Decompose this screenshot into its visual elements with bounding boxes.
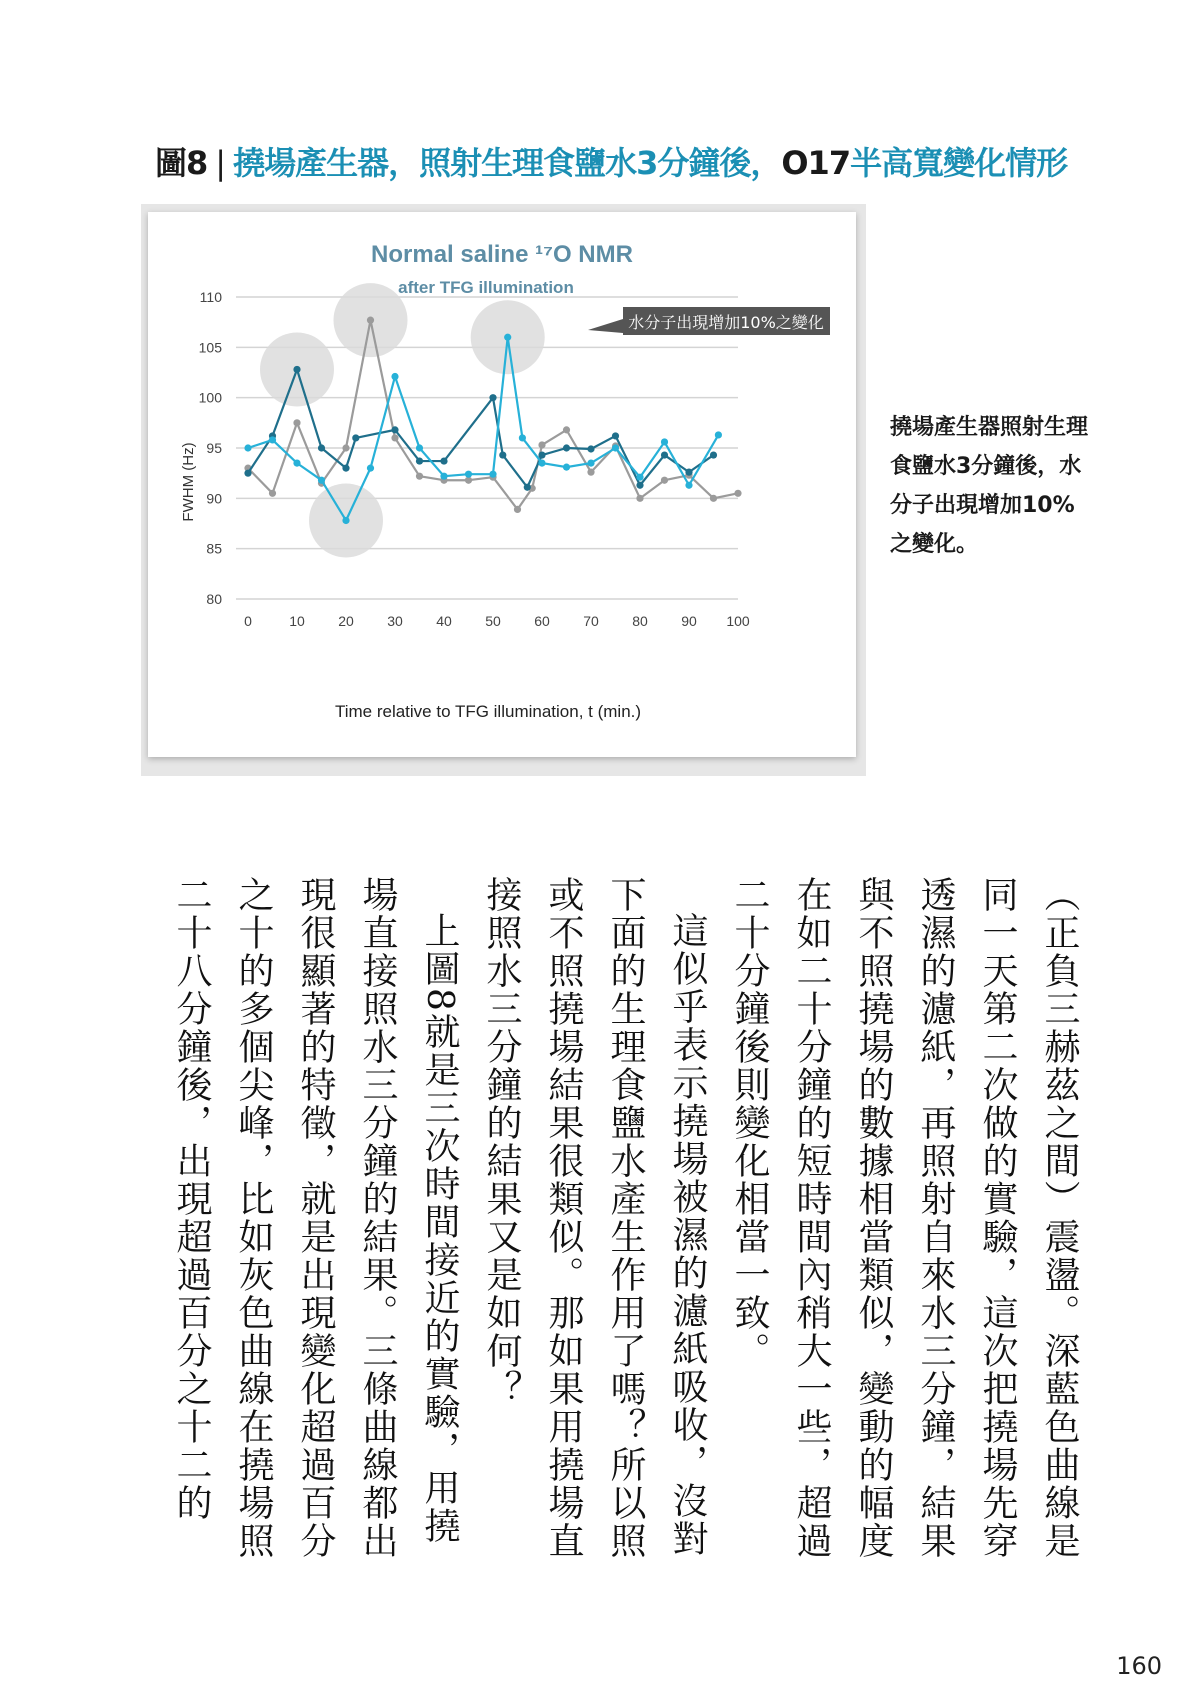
x-tick-label: 70 — [583, 613, 599, 629]
data-point — [636, 474, 643, 481]
data-point — [489, 394, 496, 401]
data-point — [342, 444, 349, 451]
page-number: 160 — [1116, 1652, 1162, 1680]
data-point — [710, 451, 717, 458]
y-tick-label: 95 — [206, 440, 222, 456]
data-point — [538, 451, 545, 458]
data-point — [244, 470, 251, 477]
data-point — [636, 495, 643, 502]
data-point — [489, 471, 496, 478]
data-point — [293, 366, 300, 373]
data-point — [612, 444, 619, 451]
data-point — [391, 426, 398, 433]
data-point — [416, 457, 423, 464]
body-paragraph-2: 這似乎表示撓場被濕的濾紙吸收，沒對下面的生理食鹽水產生作用了嗎？所以照或不照撓場結果很類似。那如果用撓場直接照水三分鐘的結果又是如何？ — [481, 876, 708, 1560]
x-tick-label: 80 — [632, 613, 648, 629]
data-point — [612, 432, 619, 439]
x-tick-label: 60 — [534, 613, 550, 629]
data-point — [587, 445, 594, 452]
data-point — [685, 469, 692, 476]
x-axis-label: Time relative to TFG illumination, t (min.) — [334, 702, 642, 721]
data-point — [342, 517, 349, 524]
data-point — [269, 490, 276, 497]
data-point — [685, 482, 692, 489]
side-note: 撓場產生器照射生理食鹽水3分鐘後，水分子出現增加10%之變化。 — [890, 415, 1089, 557]
highlight-circles — [260, 283, 545, 557]
data-point — [538, 460, 545, 467]
data-point — [661, 477, 668, 484]
data-point — [734, 490, 741, 497]
annotation-callout — [588, 307, 830, 335]
data-point — [391, 434, 398, 441]
data-point — [538, 441, 545, 448]
data-point — [440, 473, 447, 480]
data-point — [661, 438, 668, 445]
y-tick-label: 85 — [206, 540, 222, 557]
chart-title: Normal saline ¹⁷O NMR — [371, 241, 633, 268]
data-point — [318, 444, 325, 451]
figure-heading — [155, 140, 1067, 186]
figure-title-part-2: O17 — [781, 144, 851, 182]
data-point — [440, 457, 447, 464]
data-point — [465, 471, 472, 478]
figure-title-part-3: 半高寬變化情形 — [850, 144, 1068, 182]
data-point — [416, 444, 423, 451]
data-point — [514, 506, 521, 513]
figure-number: 圖8 — [155, 144, 208, 182]
data-point — [244, 444, 251, 451]
x-tick-label: 10 — [289, 613, 305, 629]
data-point — [269, 436, 276, 443]
data-point — [352, 434, 359, 441]
y-tick-label: 100 — [198, 389, 222, 406]
data-point — [416, 473, 423, 480]
data-point — [710, 495, 717, 502]
chart-card — [148, 212, 856, 757]
data-point — [367, 317, 374, 324]
line-chart — [148, 212, 856, 757]
data-point — [715, 431, 722, 438]
y-tick-label: 80 — [206, 591, 222, 607]
data-point — [563, 444, 570, 451]
x-tick-label: 20 — [338, 613, 354, 629]
body-paragraph-1: （正負三赫茲之間）震盪。深藍色曲線是同一天第二次做的實驗，這次把撓場先穿透濕的濾紙，再照射自來水三分鐘，結果與不照撓場的數據相當類似，變動的幅度在如二十分鐘的短時間內稍大一些，超過二十分鐘後則變化相當一致。 — [729, 876, 1080, 1560]
data-point — [293, 460, 300, 467]
figure-title-part-1: 撓場產生器，照射生理食鹽水3分鐘後， — [233, 144, 782, 182]
data-point — [342, 465, 349, 472]
data-point — [367, 465, 374, 472]
y-tick-label: 90 — [206, 490, 222, 507]
data-point — [587, 469, 594, 476]
data-point — [504, 334, 511, 341]
data-point — [563, 426, 570, 433]
data-point — [519, 434, 526, 441]
data-point — [524, 484, 531, 491]
data-point — [391, 373, 398, 380]
body-paragraph-3: 上圖8就是三次時間接近的實驗，用撓場直接照水三分鐘的結果。三條曲線都出現很顯著的特徵，就是出現變化超過百分之十的多個尖峰，比如灰色曲線在撓場照二十八分鐘後，出現超過百分之十二的 — [171, 876, 460, 1560]
body-text — [160, 876, 1090, 1576]
x-tick-label: 100 — [726, 613, 750, 629]
x-tick-label: 0 — [244, 613, 252, 629]
figure-separator: | — [215, 144, 226, 182]
y-tick-label: 105 — [198, 339, 222, 356]
y-tick-label: 110 — [199, 289, 222, 305]
y-axis-label: FWHM (Hz) — [180, 442, 197, 522]
chart-subtitle: after TFG illumination — [398, 278, 574, 297]
x-tick-label: 40 — [436, 613, 452, 629]
data-point — [499, 451, 506, 458]
x-tick-label: 30 — [387, 613, 403, 629]
data-point — [587, 460, 594, 467]
data-point — [661, 451, 668, 458]
data-point — [318, 477, 325, 484]
x-tick-label: 90 — [681, 613, 697, 629]
x-tick-label: 50 — [485, 613, 501, 629]
data-point — [636, 482, 643, 489]
annotation-text: 水分子出現增加10%之變化 — [628, 313, 824, 332]
data-point — [293, 419, 300, 426]
data-point — [563, 464, 570, 471]
